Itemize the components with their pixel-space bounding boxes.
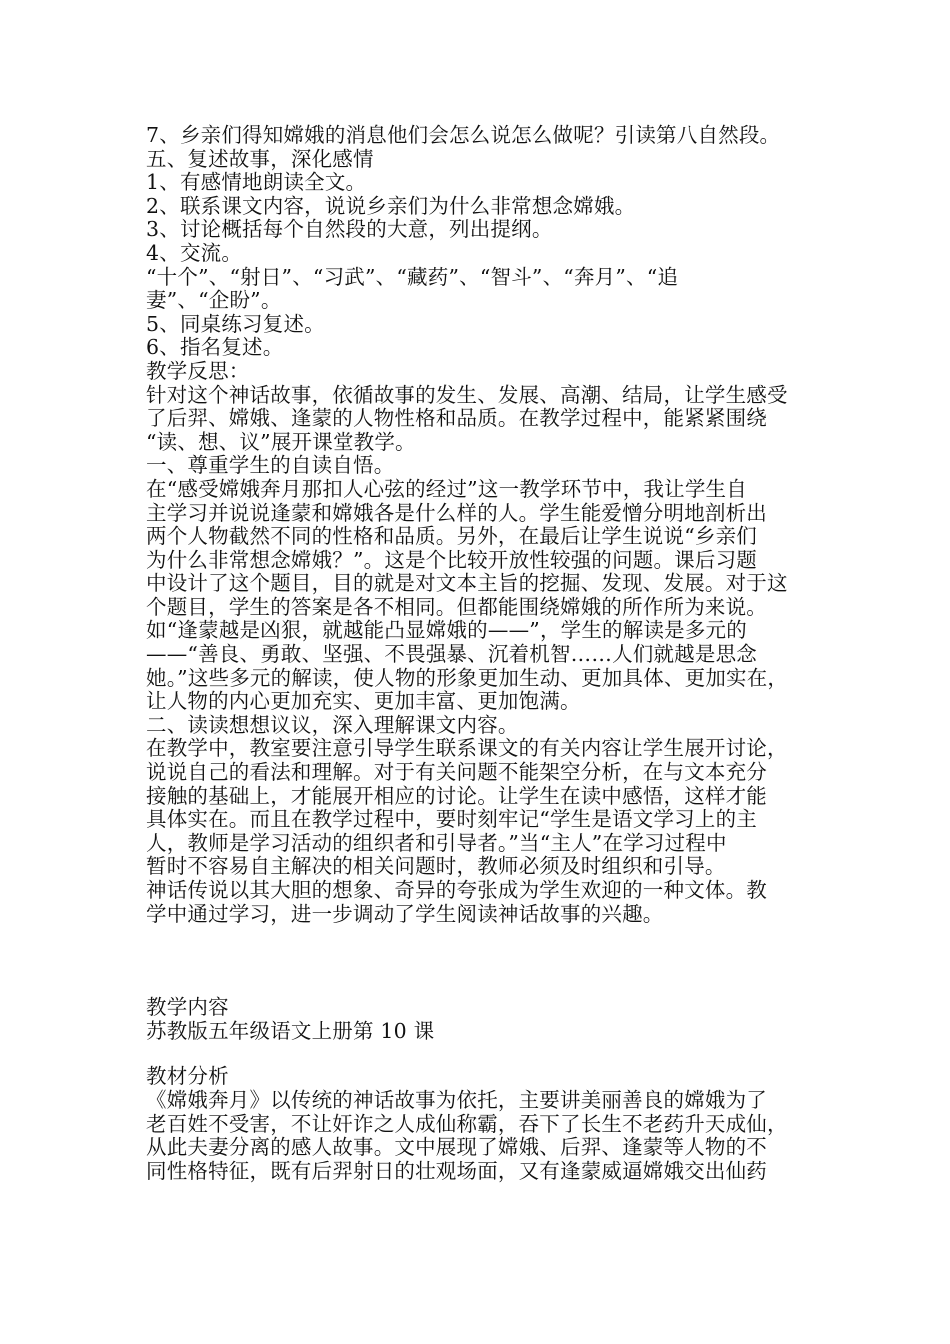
text-line: 3、讨论概括每个自然段的大意，列出提纲。	[146, 217, 553, 242]
text-line: “读、想、议”展开课堂教学。	[146, 429, 416, 454]
spacer	[146, 1043, 826, 1065]
text-line: 五、复述故事，深化感情	[146, 146, 374, 171]
text-line: 人，教师是学习活动的组织者和引导者。”当“主人”在学习过程中	[146, 830, 727, 855]
text-line: 两个人物截然不同的性格和品质。另外，在最后让学生说说“乡亲们	[146, 524, 757, 549]
text-line: 1、有感情地朗读全文。	[146, 170, 367, 195]
text-line: 从此夫妻分离的感人故事。文中展现了嫦娥、后羿、逢蒙等人物的不	[146, 1135, 767, 1160]
text-line: 在“感受嫦娥奔月那扣人心弦的经过”这一教学环节中，我让学生自	[146, 476, 747, 501]
text-line: 《嫦娥奔月》以传统的神话故事为依托，主要讲美丽善良的嫦娥为了	[146, 1087, 767, 1112]
text-line: 主学习并说说逢蒙和嫦娥各是什么样的人。学生能爱憎分明地剖析出	[146, 500, 767, 525]
text-line: 如“逢蒙越是凶狠，就越能凸显嫦娥的——”，学生的解读是多元的	[146, 618, 747, 643]
text-line: 接触的基础上，才能展开相应的讨论。让学生在读中感悟，这样才能	[146, 783, 767, 808]
text-line: 具体实在。而且在教学过程中，要时刻牢记“学生是语文学习上的主	[146, 807, 757, 832]
text-line: 7、乡亲们得知嫦娥的消息他们会怎么说怎么做呢？引读第八自然段。	[146, 123, 781, 147]
text-line: ——“善良、勇敢、坚强、不畏强暴、沉着机智……人们就越是思念	[146, 642, 757, 667]
document-page	[146, 124, 826, 1183]
text-line: 神话传说以其大胆的想象、奇异的夸张成为学生欢迎的一种文体。教	[146, 878, 767, 902]
text-line: 4、交流。	[146, 240, 243, 265]
text-line: 教学内容	[146, 995, 229, 1020]
text-line: 妻”、“企盼”。	[146, 288, 282, 313]
spacer	[146, 926, 826, 996]
text-line: 一、尊重学生的自读自悟。	[146, 453, 395, 478]
text-line: 老百姓不受害，不让奸诈之人成仙称霸，吞下了长生不老药升天成仙，	[146, 1111, 788, 1136]
text-line: “十个”、“射日”、“习武”、“藏药”、“智斗”、“奔月”、“追	[146, 264, 679, 289]
text-line: 苏教版五年级语文上册第 10 课	[146, 1018, 435, 1043]
text-line: 了后羿、嫦娥、逢蒙的人物性格和品质。在教学过程中，能紧紧围绕	[146, 406, 767, 431]
text-line: 说说自己的看法和理解。对于有关问题不能架空分析，在与文本充分	[146, 760, 767, 785]
text-line: 针对这个神话故事，依循故事的发生、发展、高潮、结局，让学生感受	[146, 382, 788, 407]
block-material-analysis	[146, 1065, 826, 1183]
block-teaching-content	[146, 996, 826, 1043]
text-line: 教材分析	[146, 1064, 229, 1089]
text-line: 同性格特征，既有后羿射日的壮观场面，又有逢蒙威逼嫦娥交出仙药	[146, 1158, 767, 1183]
text-line: 暂时不容易自主解决的相关问题时，教师必须及时组织和引导。	[146, 854, 726, 879]
text-line: 在教学中，教室要注意引导学生联系课文的有关内容让学生展开讨论，	[146, 736, 788, 761]
text-line: 2、联系课文内容，说说乡亲们为什么非常想念嫦娥。	[146, 193, 636, 218]
text-line: 为什么非常想念嫦娥？”。这是个比较开放性较强的问题。课后习题	[146, 547, 757, 572]
text-line: 她。”这些多元的解读，使人物的形象更加生动、更加具体、更加实在，	[146, 665, 789, 690]
text-line: 中设计了这个题目，目的就是对文本主旨的挖掘、发现、发展。对于这	[146, 571, 788, 596]
block-lesson-steps-and-reflection	[146, 124, 826, 926]
text-line: 二、读读想想议议，深入理解课文内容。	[146, 712, 519, 737]
text-line: 让人物的内心更加充实、更加丰富、更加饱满。	[146, 689, 581, 714]
text-line: 教学反思：	[146, 358, 250, 383]
text-line: 学中通过学习，进一步调动了学生阅读神话故事的兴趣。	[146, 901, 664, 926]
text-line: 5、同桌练习复述。	[146, 311, 325, 336]
text-line: 个题目，学生的答案是各不相同。但都能围绕嫦娥的所作所为来说。	[146, 594, 767, 619]
text-line: 6、指名复述。	[146, 335, 284, 360]
